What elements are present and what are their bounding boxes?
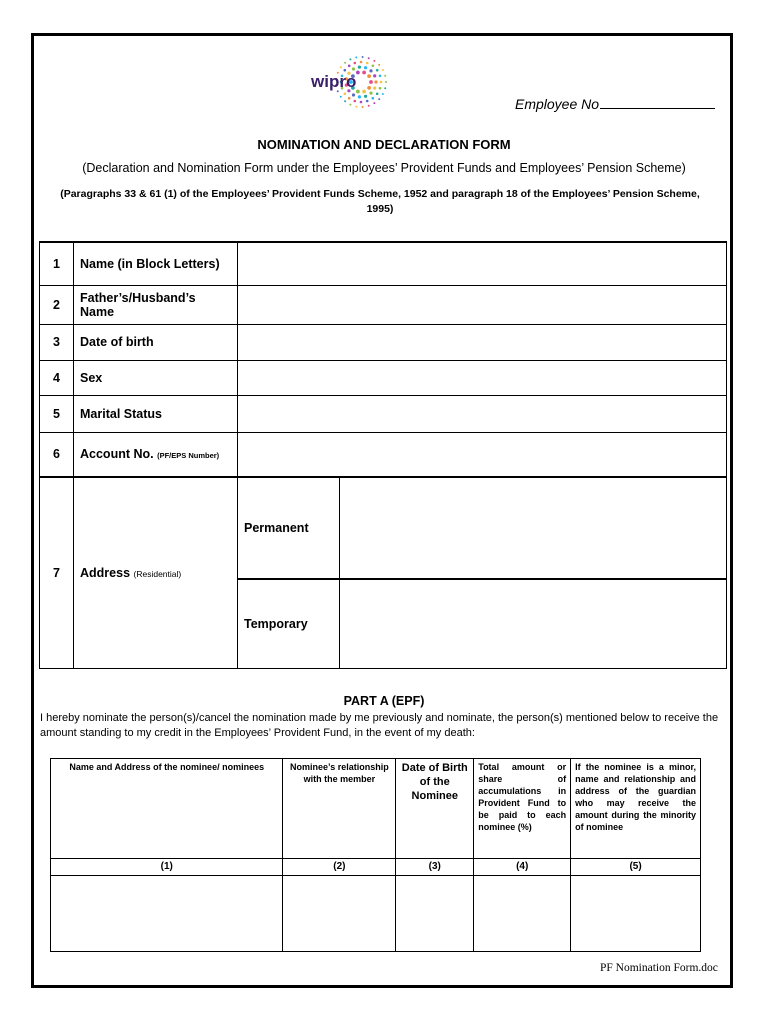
field-number: 7 xyxy=(40,477,74,668)
nominee-table-index-row xyxy=(51,859,701,876)
nominee-dob-cell[interactable] xyxy=(396,876,474,952)
column-header: Name and Address of the nominee/ nominees xyxy=(51,759,283,859)
field-row-name xyxy=(40,242,727,285)
column-header: Nominee’s relationship with the member xyxy=(283,759,396,859)
form-subtitle: (Declaration and Nomination Form under the Employees’ Provident Funds and Employees’ Pension Scheme) xyxy=(82,161,686,175)
column-index: (3) xyxy=(396,859,474,876)
marital-status-input-cell[interactable] xyxy=(238,395,727,432)
father-name-input-cell[interactable] xyxy=(238,285,727,324)
nominee-entry-row xyxy=(51,876,701,952)
field-row-dob xyxy=(40,324,727,360)
nominee-share-cell[interactable] xyxy=(474,876,571,952)
address-note: (Residential) xyxy=(133,568,182,579)
field-number: 2 xyxy=(40,285,74,324)
employee-no-field xyxy=(515,96,715,112)
nominee-table xyxy=(50,758,701,952)
field-number: 3 xyxy=(40,324,74,360)
field-row-father-name xyxy=(40,285,727,324)
address-label: Address xyxy=(80,565,131,580)
field-label xyxy=(74,432,238,477)
field-label xyxy=(74,477,238,668)
nominee-name-cell[interactable] xyxy=(51,876,283,952)
permanent-address-input-cell[interactable] xyxy=(340,477,727,579)
field-label: Date of birth xyxy=(74,324,238,360)
form-title: NOMINATION AND DECLARATION FORM xyxy=(257,137,511,152)
column-index: (5) xyxy=(571,859,701,876)
field-number: 4 xyxy=(40,360,74,395)
part-a-title: PART A (EPF) xyxy=(343,694,425,708)
field-label: Sex xyxy=(74,360,238,395)
column-header: Date of Birth of the Nominee xyxy=(396,759,474,859)
field-row-marital-status xyxy=(40,395,727,432)
permanent-label: Permanent xyxy=(238,477,340,579)
logo-text: wipro xyxy=(311,72,357,91)
account-no-input-cell[interactable] xyxy=(238,432,727,477)
employee-no-label: Employee No xyxy=(515,96,600,112)
column-index: (4) xyxy=(474,859,571,876)
employee-details-table xyxy=(39,241,727,669)
name-input-cell[interactable] xyxy=(238,242,727,285)
nominee-table-header xyxy=(51,759,701,859)
field-row-address xyxy=(40,477,727,579)
nominee-relationship-cell[interactable] xyxy=(283,876,396,952)
field-label: Name (in Block Letters) xyxy=(74,242,238,285)
sex-input-cell[interactable] xyxy=(238,360,727,395)
field-row-account-no xyxy=(40,432,727,477)
field-number: 5 xyxy=(40,395,74,432)
account-no-note: (PF/EPS Number) xyxy=(157,451,220,461)
temporary-label: Temporary xyxy=(238,579,340,668)
temporary-address-input-cell[interactable] xyxy=(340,579,727,668)
field-label: Father’s/Husband’s Name xyxy=(74,285,238,324)
field-label: Marital Status xyxy=(74,395,238,432)
field-row-sex xyxy=(40,360,727,395)
field-number: 6 xyxy=(40,432,74,477)
form-paragraph-reference: (Paragraphs 33 & 61 (1) of the Employees’ Provident Funds Scheme, 1952 and paragraph 18 of the Employees’ Pension Scheme, 1995) xyxy=(60,188,700,215)
column-index: (2) xyxy=(283,859,396,876)
employee-no-line[interactable] xyxy=(600,96,715,109)
field-number: 1 xyxy=(40,242,74,285)
column-index: (1) xyxy=(51,859,283,876)
dob-input-cell[interactable] xyxy=(238,324,727,360)
footer-filename: PF Nomination Form.doc xyxy=(600,962,718,974)
account-no-label: Account No. xyxy=(80,447,154,462)
nominee-guardian-cell[interactable] xyxy=(571,876,701,952)
column-header: If the nominee is a minor, name and relationship and address of the guardian who may receive the amount during the minority of nominee xyxy=(571,759,701,859)
part-a-declaration: I hereby nominate the person(s)/cancel the nomination made by me previously and nominate, the person(s) mentioned below to receive the amount standing to my credit in the Employees’ Provident Fund, in the event of my death: xyxy=(40,712,719,739)
column-header: Total amount or share of accumulations in Provident Fund to be paid to each nominee (%) xyxy=(474,759,571,859)
wipro-logo xyxy=(311,52,387,112)
